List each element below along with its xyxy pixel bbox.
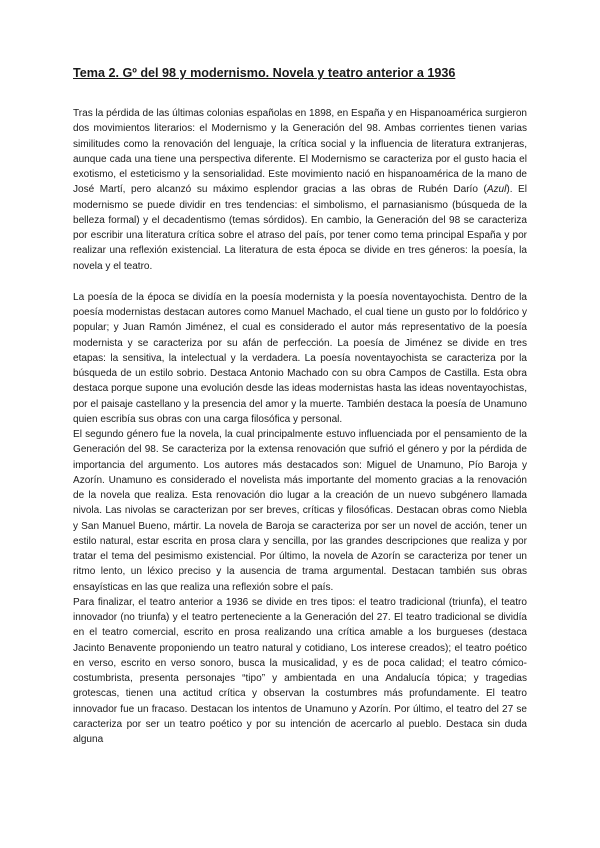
document-title: Tema 2. Gº del 98 y modernismo. Novela y teatro anterior a 1936 <box>73 66 456 80</box>
paragraph-gap <box>73 274 527 290</box>
paragraph-poetry: La poesía de la época se dividía en la poesía modernista y la poesía noventayochista. Dentro de la poesía modernistas destacan autores como Manuel Machado, el cual tiene un gusto por lo foldórico y popular; y Juan Ramón Jiménez, el cual es considerado el autor más representativo de la poesía modernista y se caracteriza por su afán de perfección. La poesía de Jiménez se divide en tres etapas: la sensitiva, la intelectual y la verdadera. La poesía noventayochista se caracteriza por la búsqueda de un estilo sobrio. Destaca Antonio Machado con su obra Campos de Castilla. Esta obra destaca porque supone una evolución desde las ideas modernistas hasta las ideas noventayochistas, por el paisaje castellano y la presencia del amor y la muerte. También destaca la poesía de Unamuno quien escribía sus obras con una carga filosófica y personal. <box>73 291 527 425</box>
paragraph-intro-text-end: ). El modernismo se puede dividir en tres tendencias: el simbolismo, el parnasianismo (búsqueda de la belleza formal) y el decadentismo (temas sórdidos). En cambio, la Generación del 98 se caracteriza por escribir una literatura crítica sobre el atraso del país, por tener como tema principal España y por realizar una reflexión existencial. La literatura de esta época se divide en tres géneros: la poesía, la novela y el teatro. <box>73 184 527 272</box>
paragraph-intro-text-start: Tras la pérdida de las últimas colonias españolas en 1898, en España y en Hispanoamérica surgieron dos movimientos literarios: el Modernismo y la Generación del 98. Ambas corrientes tienen varias similitudes como la renovación del lenguaje, la crítica social y la influencia de literatura extranjeras, aunque cada una tiene una perspectiva diferente. El Modernismo se caracteriza por el gusto hacia el exotismo, el esteticismo y la sensorialidad. Este movimiento nació en hispanoamérica de la mano de José Martí, pero alcanzó su máximo esplendor gracias a las obras de Rubén Darío ( <box>73 108 527 196</box>
paragraph-intro <box>73 106 527 274</box>
document-page <box>73 64 527 747</box>
paragraph-theatre: Para finalizar, el teatro anterior a 1936 se divide en tres tipos: el teatro tradicional (triunfa), el teatro innovador (no triunfa) y el teatro perteneciente a la Generación del 27. El teatro tradicional se dividía en el teatro comercial, escrito en prosa realizando una crítica amable a los burgueses (destaca Jacinto Benavente proponiendo un teatro natural y cotidiano, Los interese creados); el teatro poético en verso, escrito en verso sonoro, busca la musicalidad, y es de poca calidad; el teatro cómico-costumbrista, presenta personajes “tipo” y ambientada en una Andalucía tópica; y tragedias grotescas, tienen una actitud crítica y observan la costumbres más profundamente. El teatro innovador fue un fracaso. Destacan los intentos de Unamuno y Azorín. Por último, el teatro del 27 se caracteriza por ser un teatro poético y por su intención de acercarlo al pueblo. Destaca sin duda alguna <box>73 596 527 745</box>
work-title-azul: Azul <box>486 184 507 196</box>
paragraph-novel: El segundo género fue la novela, la cual principalmente estuvo influenciada por el pensamiento de la Generación del 98. Se caracteriza por la extensa renovación que sufrió el género y por la pérdida de importancia del argumento. Los autores más destacados son: Miguel de Unamuno, Pío Baroja y Azorín. Unamuno es considerado el novelista más importante del momento gracias a la renovación de la novela que realiza. Esta renovación dio lugar a la creación de un nuevo subgénero llamada nivola. Las nivolas se caracterizan por ser breves, críticas y filosóficas. Destacan obras como Niebla y San Manuel Bueno, mártir. La novela de Baroja se caracteriza por ser un novel de acción, tener un estilo natural, estar escrita en prosa clara y sencilla, por las grandes descripciones que realiza y por tratar el tema del pesimismo existencial. Por último, la novela de Azorín se caracteriza por tener un ritmo lento, un léxico preciso y la ausencia de trama argumental. Destacan también sus obras ensayísticas en las que realiza una reflexión sobre el país. <box>73 429 527 593</box>
